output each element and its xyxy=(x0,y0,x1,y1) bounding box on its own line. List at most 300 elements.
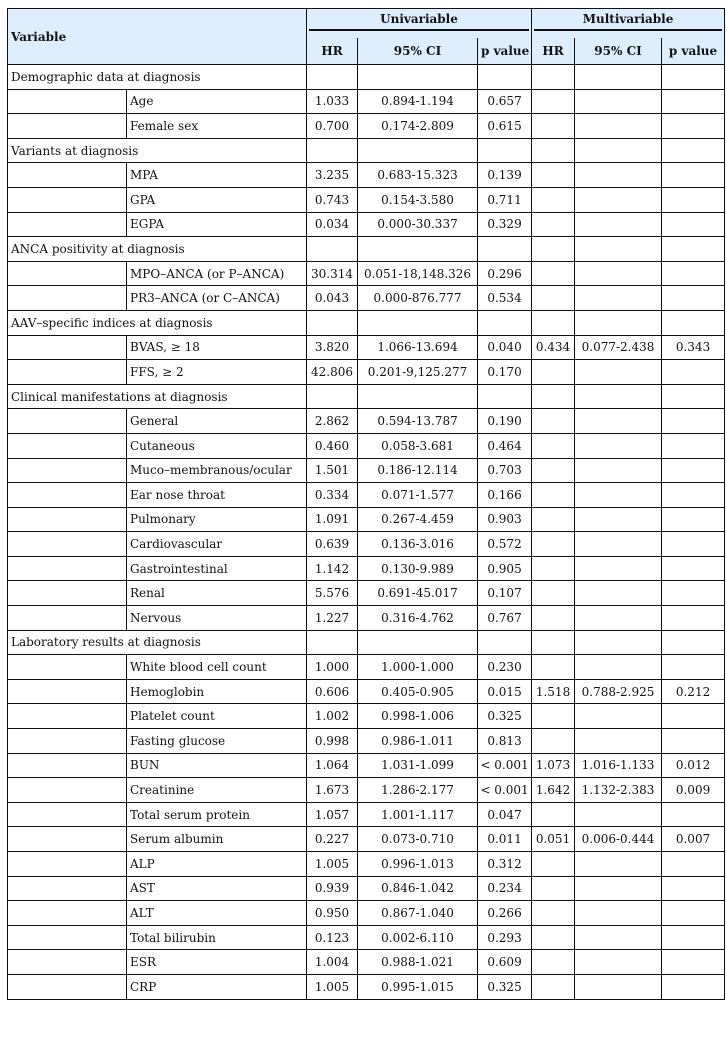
multivariable-hr-cell xyxy=(532,163,575,188)
empty-cell xyxy=(358,138,478,163)
multivariable-ci-cell: 0.077-2.438 xyxy=(575,335,662,360)
univariable-ci-cell: 0.683-15.323 xyxy=(358,163,478,188)
table-row xyxy=(8,679,725,704)
multivariable-p-cell: 0.343 xyxy=(662,335,725,360)
section-title: Clinical manifestations at diagnosis xyxy=(8,384,307,409)
indent-cell xyxy=(8,950,127,975)
univariable-ci-cell: 0.594-13.787 xyxy=(358,409,478,434)
univariable-ci-cell: 0.867-1.040 xyxy=(358,901,478,926)
univariable-ci-cell: 0.986-1.011 xyxy=(358,729,478,754)
indent-cell xyxy=(8,827,127,852)
multivariable-p-cell xyxy=(662,974,725,999)
univariable-ci-cell: 0.174-2.809 xyxy=(358,114,478,139)
indent-cell xyxy=(8,704,127,729)
table-row xyxy=(8,163,725,188)
univariable-ci-cell: 0.894-1.194 xyxy=(358,89,478,114)
univariable-ci-cell: 0.846-1.042 xyxy=(358,876,478,901)
univariable-hr-cell: 30.314 xyxy=(307,261,358,286)
multivariable-hr-cell xyxy=(532,876,575,901)
multivariable-ci-cell xyxy=(575,212,662,237)
univariable-p-cell: 0.040 xyxy=(478,335,532,360)
empty-cell xyxy=(478,384,532,409)
multivariable-p-cell xyxy=(662,360,725,385)
univariable-p-header: p value xyxy=(478,38,532,65)
empty-cell xyxy=(532,310,575,335)
empty-cell xyxy=(478,65,532,90)
univariable-p-cell: 0.615 xyxy=(478,114,532,139)
row-label: FFS, ≥ 2 xyxy=(127,360,307,385)
multivariable-hr-cell xyxy=(532,187,575,212)
multivariable-hr-cell xyxy=(532,704,575,729)
empty-cell xyxy=(532,138,575,163)
row-label: Gastrointestinal xyxy=(127,556,307,581)
univariable-ci-cell: 0.186-12.114 xyxy=(358,458,478,483)
indent-cell xyxy=(8,89,127,114)
empty-cell xyxy=(575,384,662,409)
univariable-ci-cell: 1.001-1.117 xyxy=(358,802,478,827)
univariable-ci-cell: 0.691-45.017 xyxy=(358,581,478,606)
univariable-hr-cell: 1.005 xyxy=(307,852,358,877)
row-label: Total bilirubin xyxy=(127,925,307,950)
multivariable-ci-cell xyxy=(575,556,662,581)
empty-cell xyxy=(662,630,725,655)
multivariable-p-cell xyxy=(662,433,725,458)
empty-cell xyxy=(662,138,725,163)
multivariable-ci-cell xyxy=(575,974,662,999)
univariable-hr-cell: 1.227 xyxy=(307,606,358,631)
multivariable-p-cell xyxy=(662,261,725,286)
table-row xyxy=(8,925,725,950)
multivariable-hr-cell xyxy=(532,655,575,680)
univariable-hr-cell: 1.000 xyxy=(307,655,358,680)
multivariable-ci-cell xyxy=(575,950,662,975)
row-label: MPO–ANCA (or P–ANCA) xyxy=(127,261,307,286)
multivariable-p-cell xyxy=(662,114,725,139)
univariable-hr-cell: 0.939 xyxy=(307,876,358,901)
multivariable-header xyxy=(532,9,725,38)
univariable-ci-cell: 0.995-1.015 xyxy=(358,974,478,999)
empty-cell xyxy=(532,237,575,262)
empty-cell xyxy=(532,384,575,409)
row-label: Hemoglobin xyxy=(127,679,307,704)
indent-cell xyxy=(8,532,127,557)
indent-cell xyxy=(8,335,127,360)
multivariable-hr-cell: 1.518 xyxy=(532,679,575,704)
indent-cell xyxy=(8,433,127,458)
indent-cell xyxy=(8,852,127,877)
table-row xyxy=(8,704,725,729)
empty-cell xyxy=(532,630,575,655)
section-row xyxy=(8,237,725,262)
table-row xyxy=(8,852,725,877)
table-row xyxy=(8,655,725,680)
table-row xyxy=(8,409,725,434)
table-row xyxy=(8,729,725,754)
multivariable-p-cell xyxy=(662,901,725,926)
empty-cell xyxy=(575,65,662,90)
indent-cell xyxy=(8,409,127,434)
multivariable-ci-cell xyxy=(575,483,662,508)
empty-cell xyxy=(662,65,725,90)
multivariable-p-cell xyxy=(662,458,725,483)
indent-cell xyxy=(8,212,127,237)
row-label: ALP xyxy=(127,852,307,877)
univariable-ci-cell: 1.031-1.099 xyxy=(358,753,478,778)
univariable-hr-cell: 0.334 xyxy=(307,483,358,508)
row-label: EGPA xyxy=(127,212,307,237)
indent-cell xyxy=(8,163,127,188)
indent-cell xyxy=(8,679,127,704)
univariable-p-cell: 0.293 xyxy=(478,925,532,950)
univariable-ci-cell: 0.051-18,148.326 xyxy=(358,261,478,286)
multivariable-hr-cell xyxy=(532,507,575,532)
univariable-p-cell: 0.534 xyxy=(478,286,532,311)
univariable-hr-cell: 0.034 xyxy=(307,212,358,237)
multivariable-p-cell: 0.009 xyxy=(662,778,725,803)
empty-cell xyxy=(662,384,725,409)
multivariable-p-cell: 0.212 xyxy=(662,679,725,704)
univariable-p-cell: 0.767 xyxy=(478,606,532,631)
multivariable-hr-cell: 1.642 xyxy=(532,778,575,803)
section-title: Laboratory results at diagnosis xyxy=(8,630,307,655)
univariable-ci-cell: 0.058-3.681 xyxy=(358,433,478,458)
section-title: Variants at diagnosis xyxy=(8,138,307,163)
multivariable-ci-cell xyxy=(575,704,662,729)
univariable-hr-cell: 1.673 xyxy=(307,778,358,803)
multivariable-p-cell xyxy=(662,925,725,950)
indent-cell xyxy=(8,729,127,754)
univariable-ci-header: 95% CI xyxy=(358,38,478,65)
univariable-p-cell: 0.903 xyxy=(478,507,532,532)
indent-cell xyxy=(8,114,127,139)
univariable-ci-cell: 0.998-1.006 xyxy=(358,704,478,729)
empty-cell xyxy=(478,630,532,655)
section-title: Demographic data at diagnosis xyxy=(8,65,307,90)
multivariable-ci-cell xyxy=(575,114,662,139)
multivariable-ci-cell xyxy=(575,655,662,680)
multivariable-p-cell xyxy=(662,212,725,237)
univariable-p-cell: 0.190 xyxy=(478,409,532,434)
univariable-ci-cell: 0.405-0.905 xyxy=(358,679,478,704)
multivariable-ci-cell xyxy=(575,458,662,483)
indent-cell xyxy=(8,753,127,778)
univariable-ci-cell: 0.071-1.577 xyxy=(358,483,478,508)
multivariable-p-cell xyxy=(662,507,725,532)
multivariable-hr-cell xyxy=(532,532,575,557)
row-label: AST xyxy=(127,876,307,901)
univariable-p-cell: 0.296 xyxy=(478,261,532,286)
indent-cell xyxy=(8,360,127,385)
row-label: Age xyxy=(127,89,307,114)
univariable-hr-cell: 1.142 xyxy=(307,556,358,581)
row-label: Platelet count xyxy=(127,704,307,729)
univariable-p-cell: 0.325 xyxy=(478,974,532,999)
row-label: CRP xyxy=(127,974,307,999)
multivariable-hr-cell: 0.434 xyxy=(532,335,575,360)
multivariable-ci-cell xyxy=(575,532,662,557)
multivariable-hr-cell xyxy=(532,606,575,631)
empty-cell xyxy=(532,65,575,90)
multivariable-p-cell xyxy=(662,286,725,311)
multivariable-ci-cell: 0.788-2.925 xyxy=(575,679,662,704)
indent-cell xyxy=(8,581,127,606)
univariable-p-cell: 0.813 xyxy=(478,729,532,754)
univariable-p-cell: 0.015 xyxy=(478,679,532,704)
univariable-header xyxy=(307,9,532,38)
table-row xyxy=(8,286,725,311)
empty-cell xyxy=(662,237,725,262)
empty-cell xyxy=(575,310,662,335)
multivariable-hr-cell xyxy=(532,925,575,950)
row-label: Renal xyxy=(127,581,307,606)
multivariable-ci-cell xyxy=(575,606,662,631)
section-row xyxy=(8,65,725,90)
multivariable-hr-cell xyxy=(532,458,575,483)
multivariable-p-cell xyxy=(662,556,725,581)
section-row xyxy=(8,310,725,335)
univariable-hr-cell: 0.227 xyxy=(307,827,358,852)
multivariable-p-cell xyxy=(662,581,725,606)
univariable-hr-cell: 0.639 xyxy=(307,532,358,557)
multivariable-p-cell: 0.007 xyxy=(662,827,725,852)
univariable-ci-cell: 0.000-876.777 xyxy=(358,286,478,311)
univariable-p-cell: < 0.001 xyxy=(478,753,532,778)
univariable-hr-cell: 1.002 xyxy=(307,704,358,729)
univariable-hr-cell: 1.064 xyxy=(307,753,358,778)
multivariable-ci-cell: 1.132-2.383 xyxy=(575,778,662,803)
multivariable-hr-cell xyxy=(532,89,575,114)
univariable-ci-cell: 0.316-4.762 xyxy=(358,606,478,631)
row-label: ESR xyxy=(127,950,307,975)
univariable-hr-cell: 1.033 xyxy=(307,89,358,114)
variable-header: Variable xyxy=(8,9,307,65)
indent-cell xyxy=(8,458,127,483)
univariable-hr-cell: 5.576 xyxy=(307,581,358,606)
table-row xyxy=(8,778,725,803)
univariable-hr-cell: 0.123 xyxy=(307,925,358,950)
row-label: General xyxy=(127,409,307,434)
empty-cell xyxy=(478,310,532,335)
table-row xyxy=(8,802,725,827)
indent-cell xyxy=(8,556,127,581)
empty-cell xyxy=(575,138,662,163)
row-label: Cutaneous xyxy=(127,433,307,458)
univariable-ci-cell: 1.286-2.177 xyxy=(358,778,478,803)
empty-cell xyxy=(307,630,358,655)
univariable-ci-cell: 1.000-1.000 xyxy=(358,655,478,680)
univariable-p-cell: 0.703 xyxy=(478,458,532,483)
empty-cell xyxy=(307,384,358,409)
row-label: Total serum protein xyxy=(127,802,307,827)
table-row xyxy=(8,335,725,360)
univariable-hr-cell: 42.806 xyxy=(307,360,358,385)
table-row xyxy=(8,974,725,999)
table-row xyxy=(8,360,725,385)
table-row xyxy=(8,556,725,581)
table-row xyxy=(8,606,725,631)
univariable-hr-cell: 1.091 xyxy=(307,507,358,532)
multivariable-hr-cell: 0.051 xyxy=(532,827,575,852)
multivariable-ci-cell xyxy=(575,876,662,901)
table-row xyxy=(8,532,725,557)
multivariable-hr-cell xyxy=(532,261,575,286)
section-title: AAV–specific indices at diagnosis xyxy=(8,310,307,335)
table-row xyxy=(8,261,725,286)
multivariable-ci-cell xyxy=(575,187,662,212)
table-row xyxy=(8,950,725,975)
multivariable-hr-cell xyxy=(532,409,575,434)
section-row xyxy=(8,384,725,409)
multivariable-p-cell xyxy=(662,655,725,680)
multivariable-hr-cell xyxy=(532,286,575,311)
empty-cell xyxy=(358,237,478,262)
multivariable-p-cell xyxy=(662,802,725,827)
multivariable-p-header: p value xyxy=(662,38,725,65)
univariable-hr-cell: 1.501 xyxy=(307,458,358,483)
multivariable-hr-cell xyxy=(532,212,575,237)
row-label: Fasting glucose xyxy=(127,729,307,754)
empty-cell xyxy=(307,65,358,90)
univariable-p-cell: 0.230 xyxy=(478,655,532,680)
multivariable-hr-cell xyxy=(532,360,575,385)
table-row xyxy=(8,212,725,237)
univariable-p-cell: 0.325 xyxy=(478,704,532,729)
univariable-hr-cell: 3.820 xyxy=(307,335,358,360)
multivariable-ci-cell xyxy=(575,507,662,532)
multivariable-ci-cell xyxy=(575,901,662,926)
univariable-p-cell: 0.107 xyxy=(478,581,532,606)
multivariable-hr-cell xyxy=(532,114,575,139)
multivariable-ci-cell xyxy=(575,409,662,434)
multivariable-hr-cell xyxy=(532,581,575,606)
empty-cell xyxy=(575,237,662,262)
multivariable-p-cell xyxy=(662,950,725,975)
univariable-hr-cell: 0.606 xyxy=(307,679,358,704)
row-label: Nervous xyxy=(127,606,307,631)
empty-cell xyxy=(358,630,478,655)
indent-cell xyxy=(8,655,127,680)
row-label: White blood cell count xyxy=(127,655,307,680)
row-label: GPA xyxy=(127,187,307,212)
indent-cell xyxy=(8,778,127,803)
empty-cell xyxy=(358,65,478,90)
univariable-hr-cell: 0.743 xyxy=(307,187,358,212)
multivariable-hr-cell xyxy=(532,802,575,827)
multivariable-ci-cell xyxy=(575,89,662,114)
univariable-ci-cell: 0.000-30.337 xyxy=(358,212,478,237)
empty-cell xyxy=(307,310,358,335)
indent-cell xyxy=(8,483,127,508)
row-label: Cardiovascular xyxy=(127,532,307,557)
multivariable-hr-cell xyxy=(532,852,575,877)
row-label: Creatinine xyxy=(127,778,307,803)
table-row xyxy=(8,581,725,606)
multivariable-ci-cell xyxy=(575,433,662,458)
empty-cell xyxy=(662,310,725,335)
univariable-p-cell: 0.234 xyxy=(478,876,532,901)
multivariable-p-cell xyxy=(662,89,725,114)
empty-cell xyxy=(478,237,532,262)
multivariable-p-cell xyxy=(662,409,725,434)
univariable-p-cell: 0.572 xyxy=(478,532,532,557)
univariable-p-cell: 0.166 xyxy=(478,483,532,508)
multivariable-ci-cell: 1.016-1.133 xyxy=(575,753,662,778)
table-row xyxy=(8,433,725,458)
univariable-hr-cell: 2.862 xyxy=(307,409,358,434)
univariable-p-cell: < 0.001 xyxy=(478,778,532,803)
multivariable-p-cell xyxy=(662,606,725,631)
univariable-header-label: Univariable xyxy=(309,12,529,31)
multivariable-p-cell: 0.012 xyxy=(662,753,725,778)
indent-cell xyxy=(8,901,127,926)
indent-cell xyxy=(8,802,127,827)
univariable-p-cell: 0.011 xyxy=(478,827,532,852)
row-label: Female sex xyxy=(127,114,307,139)
table-row xyxy=(8,483,725,508)
empty-cell xyxy=(358,384,478,409)
univariable-p-cell: 0.312 xyxy=(478,852,532,877)
table-row xyxy=(8,187,725,212)
section-title: ANCA positivity at diagnosis xyxy=(8,237,307,262)
univariable-p-cell: 0.711 xyxy=(478,187,532,212)
multivariable-p-cell xyxy=(662,483,725,508)
multivariable-header-label: Multivariable xyxy=(534,12,722,31)
multivariable-p-cell xyxy=(662,729,725,754)
row-label: ALT xyxy=(127,901,307,926)
multivariable-hr-cell xyxy=(532,556,575,581)
univariable-hr-cell: 0.700 xyxy=(307,114,358,139)
univariable-hr-cell: 0.043 xyxy=(307,286,358,311)
row-label: MPA xyxy=(127,163,307,188)
table-row xyxy=(8,901,725,926)
multivariable-p-cell xyxy=(662,876,725,901)
univariable-p-cell: 0.047 xyxy=(478,802,532,827)
univariable-ci-cell: 1.066-13.694 xyxy=(358,335,478,360)
univariable-hr-cell: 3.235 xyxy=(307,163,358,188)
multivariable-hr-cell xyxy=(532,483,575,508)
univariable-p-cell: 0.657 xyxy=(478,89,532,114)
multivariable-p-cell xyxy=(662,704,725,729)
univariable-p-cell: 0.609 xyxy=(478,950,532,975)
multivariable-hr-cell: 1.073 xyxy=(532,753,575,778)
indent-cell xyxy=(8,261,127,286)
univariable-hr-cell: 1.057 xyxy=(307,802,358,827)
row-label: PR3–ANCA (or C–ANCA) xyxy=(127,286,307,311)
multivariable-hr-cell xyxy=(532,433,575,458)
univariable-hr-header: HR xyxy=(307,38,358,65)
univariable-hr-cell: 0.998 xyxy=(307,729,358,754)
multivariable-hr-cell xyxy=(532,974,575,999)
indent-cell xyxy=(8,876,127,901)
header-row xyxy=(8,9,725,38)
indent-cell xyxy=(8,187,127,212)
univariable-hr-cell: 1.005 xyxy=(307,974,358,999)
indent-cell xyxy=(8,974,127,999)
section-row xyxy=(8,138,725,163)
hazard-ratio-table xyxy=(7,8,725,1000)
table-row xyxy=(8,458,725,483)
univariable-p-cell: 0.329 xyxy=(478,212,532,237)
indent-cell xyxy=(8,925,127,950)
multivariable-ci-cell xyxy=(575,286,662,311)
multivariable-hr-cell xyxy=(532,729,575,754)
row-label: BUN xyxy=(127,753,307,778)
multivariable-hr-cell xyxy=(532,901,575,926)
table-row xyxy=(8,753,725,778)
table-row xyxy=(8,827,725,852)
multivariable-hr-header: HR xyxy=(532,38,575,65)
multivariable-ci-cell: 0.006-0.444 xyxy=(575,827,662,852)
